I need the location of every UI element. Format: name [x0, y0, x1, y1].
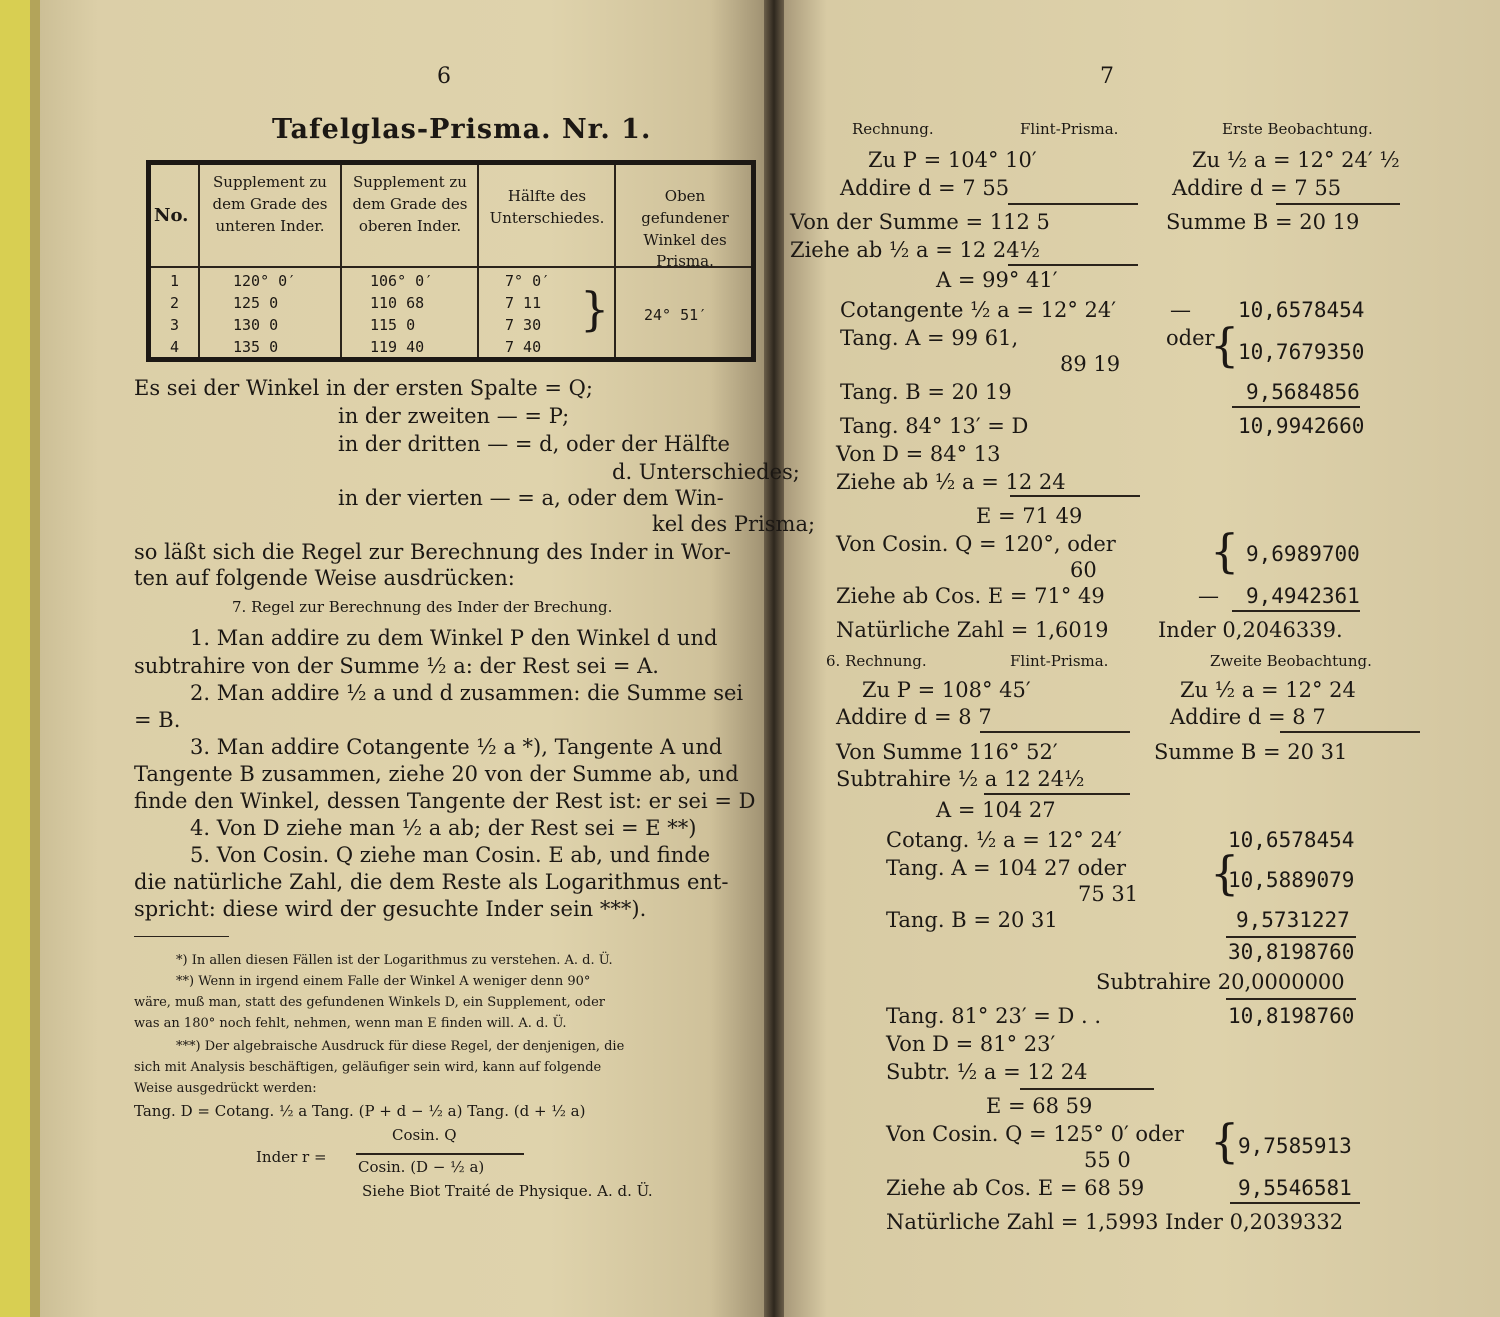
calc-line: Von Cosin. Q = 125° 0′ oder	[886, 1122, 1184, 1146]
log-value: 10,6578454	[1228, 828, 1355, 852]
sum-rule	[1020, 1088, 1154, 1090]
table-col-rule	[477, 165, 479, 357]
calc-line: A = 104 27	[936, 798, 1056, 822]
log-value: 9,4942361	[1246, 584, 1360, 608]
rule-heading: 7. Regel zur Berechnung des Inder der Brechung.	[232, 598, 613, 616]
brace-glyph: }	[580, 282, 610, 336]
calc-line: Ziehe ab Cos. E = 68 59	[886, 1176, 1145, 1200]
sum-rule	[984, 793, 1130, 795]
log-value: 9,5731227	[1236, 908, 1350, 932]
table-cell: 130 0	[233, 316, 279, 334]
text-line: 2. Man addire ½ a und d zusammen: die Summe sei	[190, 681, 744, 705]
footnote-line: ***) Der algebraische Ausdruck für diese Regel, der denjenigen, die	[176, 1039, 625, 1054]
table-cell: 7 30	[505, 316, 542, 334]
table-col-rule	[614, 165, 616, 357]
calc-line: 75 31	[1078, 882, 1139, 906]
calc-line: Zu ½ a = 12° 24′ ½	[1192, 148, 1400, 172]
calc-line: oder	[1166, 326, 1215, 350]
calc-line: Zu P = 104° 10′	[868, 148, 1037, 172]
calc-line: Tang. 81° 23′ = D . .	[886, 1004, 1102, 1028]
calc-line: Subtrahire 20,0000000	[1096, 970, 1345, 994]
brace-glyph: {	[1210, 524, 1240, 578]
book-edge	[0, 0, 30, 1317]
text-line: in der zweiten — = P;	[338, 404, 570, 428]
column-header: Rechnung.	[852, 120, 934, 138]
footnote-line: Weise ausgedrückt werden:	[134, 1081, 317, 1096]
text-line: 1. Man addire zu dem Winkel P den Winkel d und	[190, 626, 718, 650]
table-cell: 115 0	[370, 316, 416, 334]
sum-rule	[1008, 264, 1138, 266]
calc-line: Tang. 84° 13′ = D	[840, 414, 1029, 438]
citation: Siehe Biot Traité de Physique. A. d. Ü.	[362, 1182, 653, 1200]
footnote-line: wäre, muß man, statt des gefundenen Winkels D, ein Supplement, oder	[134, 995, 605, 1010]
sum-rule	[1226, 998, 1356, 1000]
calc-line: Natürliche Zahl = 1,6019	[836, 618, 1109, 642]
footnote-line: **) Wenn in irgend einem Falle der Winkel A weniger denn 90°	[176, 974, 591, 989]
calc-line: A = 99° 41′	[936, 268, 1058, 292]
text-line: 4. Von D ziehe man ½ a ab; der Rest sei = E **)	[190, 816, 697, 840]
formula-line: Tang. D = Cotang. ½ a Tang. (P + d − ½ a) Tang. (d + ½ a)	[134, 1102, 586, 1120]
brace-glyph: {	[1210, 846, 1240, 900]
calc-line: —	[1170, 298, 1191, 322]
calc-line: Natürliche Zahl = 1,5993 Inder 0,2039332	[886, 1210, 1344, 1234]
calc-line: Von Cosin. Q = 120°, oder	[836, 532, 1116, 556]
text-line: 3. Man addire Cotangente ½ a *), Tangente A und	[190, 735, 723, 759]
log-value: 30,8198760	[1228, 940, 1355, 964]
calc-line: Addire d = 8 7	[1170, 705, 1326, 729]
sum-rule	[1280, 731, 1420, 733]
calc-line: Addire d = 7 55	[1172, 176, 1342, 200]
calc-line: Tang. B = 20 31	[886, 908, 1058, 932]
sum-rule	[1226, 936, 1356, 938]
text-line: 5. Von Cosin. Q ziehe man Cosin. E ab, und finde	[190, 843, 711, 867]
sum-rule	[1008, 203, 1138, 205]
page-title: Tafelglas-Prisma. Nr. 1.	[272, 114, 652, 145]
calc-line: Von Summe 116° 52′	[836, 740, 1058, 764]
text-line: kel des Prisma;	[652, 512, 816, 536]
table-cell: 7° 0′	[505, 272, 551, 290]
table-cell: 106° 0′	[370, 272, 434, 290]
book-gutter	[764, 0, 784, 1317]
table-cell: 1	[170, 272, 180, 290]
table-cell: 110 68	[370, 294, 425, 312]
table-header-lower: Supplement zu dem Grade des unteren Inder.	[212, 173, 328, 235]
table-col-rule	[198, 165, 200, 357]
table-header-no: No.	[154, 205, 189, 226]
column-header: 6. Rechnung.	[826, 652, 927, 670]
column-header: Flint-Prisma.	[1020, 120, 1119, 138]
table-col-rule	[340, 165, 342, 357]
log-value: 10,5889079	[1228, 868, 1355, 892]
formula-denominator: Cosin. (D − ½ a)	[358, 1158, 485, 1176]
log-value: 9,5546581	[1238, 1176, 1352, 1200]
table-cell: 135 0	[233, 338, 279, 356]
table-cell: 7 11	[505, 294, 542, 312]
calc-line: E = 71 49	[976, 504, 1083, 528]
calc-line: Ziehe ab Cos. E = 71° 49	[836, 584, 1105, 608]
calc-line: 55 0	[1084, 1148, 1131, 1172]
calc-line: Zu P = 108° 45′	[862, 678, 1031, 702]
table-cell: 7 40	[505, 338, 542, 356]
table-cell: 119 40	[370, 338, 425, 356]
brace-glyph: {	[1210, 318, 1240, 372]
sum-rule	[980, 731, 1130, 733]
calc-line: Tang. A = 104 27 oder	[886, 856, 1127, 880]
table-cell: 4	[170, 338, 180, 356]
calc-line: Cotang. ½ a = 12° 24′	[886, 828, 1122, 852]
table-header-half: Hälfte des Unterschiedes.	[489, 187, 605, 227]
calc-line: —	[1198, 584, 1219, 608]
log-value: 10,7679350	[1238, 340, 1365, 364]
log-value: 10,8198760	[1228, 1004, 1355, 1028]
calc-line: Summe B = 20 19	[1166, 210, 1360, 234]
text-line: Es sei der Winkel in der ersten Spalte = Q;	[134, 376, 593, 400]
calc-line: Summe B = 20 31	[1154, 740, 1348, 764]
log-value: 9,5684856	[1246, 380, 1360, 404]
calc-line: E = 68 59	[986, 1094, 1093, 1118]
calc-line: Von D = 84° 13	[836, 442, 1001, 466]
formula-lhs: Inder r =	[256, 1148, 327, 1166]
sum-rule	[1232, 610, 1360, 612]
table-cell: 125 0	[233, 294, 279, 312]
log-value: 10,9942660	[1238, 414, 1365, 438]
calc-line: Von der Summe = 112 5	[790, 210, 1050, 234]
sum-rule	[1230, 1202, 1360, 1204]
text-line: d. Unterschiedes;	[612, 460, 800, 484]
table-cell: 2	[170, 294, 180, 312]
calc-line: Tang. B = 20 19	[840, 380, 1012, 404]
text-line: so läßt sich die Regel zur Berechnung des Inder in Wor-	[134, 540, 731, 564]
footnote-rule	[134, 936, 229, 937]
sum-rule	[1010, 495, 1140, 497]
text-line: Tangente B zusammen, ziehe 20 von der Summe ab, und	[134, 762, 739, 786]
column-header: Zweite Beobachtung.	[1210, 652, 1372, 670]
page-number-right: 7	[1100, 64, 1114, 89]
table-cell: 3	[170, 316, 180, 334]
calc-line: Subtrahire ½ a 12 24½	[836, 767, 1085, 791]
calc-line: Zu ½ a = 12° 24	[1180, 678, 1356, 702]
column-header: Erste Beobachtung.	[1222, 120, 1373, 138]
table-header-angle: Oben gefundener Winkel des Prisma.	[641, 187, 729, 271]
text-line: ten auf folgende Weise ausdrücken:	[134, 566, 515, 590]
text-line: in der dritten — = d, oder der Hälfte	[338, 432, 730, 456]
calc-line: Subtr. ½ a = 12 24	[886, 1060, 1088, 1084]
text-line: subtrahire von der Summe ½ a: der Rest sei = A.	[134, 654, 659, 678]
table-angle: 24° 51′	[644, 306, 708, 324]
formula-numerator: Cosin. Q	[392, 1126, 457, 1144]
table-cell: 120° 0′	[233, 272, 297, 290]
calc-line: Cotangente ½ a = 12° 24′	[840, 298, 1117, 322]
sum-rule	[1232, 406, 1360, 408]
fraction-rule	[356, 1153, 524, 1155]
log-value: 9,7585913	[1238, 1134, 1352, 1158]
calc-line: Addire d = 8 7	[836, 705, 992, 729]
book-edge-shadow	[30, 0, 40, 1317]
text-line: finde den Winkel, dessen Tangente der Rest ist: er sei = D	[134, 789, 756, 813]
text-line: die natürliche Zahl, die dem Reste als Logarithmus ent-	[134, 870, 729, 894]
brace-glyph: {	[1210, 1114, 1240, 1168]
calc-line: Inder 0,2046339.	[1158, 618, 1343, 642]
page-number-left: 6	[437, 64, 451, 89]
calc-line: Ziehe ab ½ a = 12 24½	[790, 238, 1040, 262]
footnote-line: was an 180° noch fehlt, nehmen, wenn man E finden will. A. d. Ü.	[134, 1016, 567, 1031]
footnote-line: sich mit Analysis beschäftigen, geläufiger sein wird, kann auf folgende	[134, 1060, 602, 1075]
table-header-upper: Supplement zu dem Grade des oberen Inder.	[352, 173, 468, 235]
calc-line: Ziehe ab ½ a = 12 24	[836, 470, 1066, 494]
text-line: spricht: diese wird der gesuchte Inder sein ***).	[134, 897, 647, 921]
calc-line: Von D = 81° 23′	[886, 1032, 1056, 1056]
calc-line: Tang. A = 99 61,	[840, 326, 1019, 350]
sum-rule	[1276, 203, 1400, 205]
log-value: 10,6578454	[1238, 298, 1365, 322]
text-line: in der vierten — = a, oder dem Win-	[338, 486, 724, 510]
calc-line: 60	[1070, 558, 1097, 582]
text-line: = B.	[134, 708, 181, 732]
footnote-line: *) In allen diesen Fällen ist der Logarithmus zu verstehen. A. d. Ü.	[176, 953, 613, 968]
log-value: 9,6989700	[1246, 542, 1360, 566]
column-header: Flint-Prisma.	[1010, 652, 1109, 670]
calc-line: Addire d = 7 55	[840, 176, 1010, 200]
calc-line: 89 19	[1060, 352, 1121, 376]
